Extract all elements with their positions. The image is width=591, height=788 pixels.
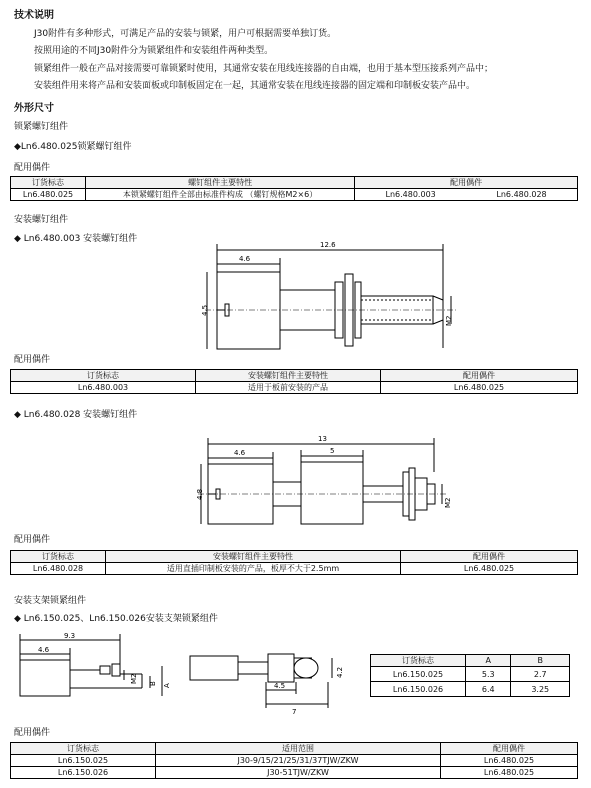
sec1-heading: 锁紧螺钉组件 (14, 122, 69, 132)
sec2-parts: 配用偶件 (14, 355, 51, 365)
sec2-drawing (195, 238, 465, 358)
sec4-table (10, 742, 578, 779)
td: J30-9/15/21/25/31/37TJW/ZKW (156, 755, 441, 767)
th: 订货标志 (11, 743, 156, 755)
sec3-parts: 配用偶件 (14, 535, 51, 545)
td: Ln6.150.026 (371, 682, 466, 697)
dim-head: 4.6 (239, 255, 251, 263)
th: 订货标志 (11, 177, 86, 189)
td: 6.4 (466, 682, 511, 697)
dim-dia: 4.5 (201, 304, 209, 316)
intro-line-1: J30附件有多种形式，可满足产品的安装与锁紧，用户可根据需要单独订货。 (34, 29, 337, 39)
dim-dia: 4.8 (196, 488, 204, 500)
sec2-item: ◆ Ln6.480.003 安装螺钉组件 (14, 234, 138, 244)
dim-thread: M2 (444, 497, 452, 508)
td: Ln6.480.025 (401, 563, 578, 575)
td: Ln6.480.025 (441, 755, 578, 767)
dim-thread: M2 (445, 315, 453, 326)
dim-mid: 5 (330, 447, 335, 455)
sec3-item: ◆ Ln6.480.028 安装螺钉组件 (14, 410, 138, 420)
sec1-parts: 配用偶件 (14, 163, 51, 173)
sec2-heading: 安装螺钉组件 (14, 215, 69, 225)
th: A (466, 655, 511, 667)
sec2-table (10, 369, 578, 394)
th: 配用偶件 (401, 551, 578, 563)
sec3-table (10, 550, 578, 575)
dim-a: A (163, 683, 171, 688)
th: 安装螺钉组件主要特性 (106, 551, 401, 563)
td: Ln6.150.026 (11, 767, 156, 779)
sec4-drawing-side (12, 630, 192, 710)
th: 适用范围 (156, 743, 441, 755)
td: 5.3 (466, 667, 511, 682)
dim-h: 4.2 (336, 666, 344, 678)
intro-line-2: 按照用途的不同J30附件分为锁紧组件和安装组件两种类型。 (34, 46, 274, 56)
sec1-table (10, 176, 578, 201)
dim-total: 9.3 (64, 632, 76, 640)
td: Ln6.150.025 (11, 755, 156, 767)
th: 配用偶件 (441, 743, 578, 755)
th: 配用偶件 (381, 370, 578, 382)
dim-total: 12.6 (320, 241, 336, 249)
td: Ln6.480.003 (355, 189, 466, 201)
td: Ln6.480.025 (11, 189, 86, 201)
sec3-drawing (198, 432, 458, 532)
td: 适用于板前安装的产品 (196, 382, 381, 394)
intro-line-4: 安装组件用来将产品和安装面板或印制板固定在一起，其通常安装在甩线连接器的固定端和印制板安装产品中。 (34, 81, 476, 91)
th: B (511, 655, 570, 667)
intro-line-3: 锁紧组件一般在产品对接需要可靠锁紧时使用，其通常安装在甩线连接器的自由端，也用于基本型压接系列产品中； (34, 64, 494, 74)
th: 订货标志 (371, 655, 466, 667)
td: 3.25 (511, 682, 570, 697)
outline-heading: 外形尺寸 (14, 103, 54, 114)
th: 螺钉组件主要特性 (86, 177, 355, 189)
td: 适用直插印制板安装的产品，板厚不大于2.5mm (106, 563, 401, 575)
td: Ln6.480.025 (441, 767, 578, 779)
sec4-item: ◆ Ln6.150.025、Ln6.150.026安装支架锁紧组件 (14, 614, 218, 624)
td: Ln6.480.003 (11, 382, 196, 394)
td: 本锁紧螺钉组件全部由标准件构成 （螺钉规格M2×6） (86, 189, 355, 201)
td: Ln6.150.025 (371, 667, 466, 682)
sec4-parts: 配用偶件 (14, 728, 51, 738)
sec4-drawing-top (188, 640, 358, 720)
td: 2.7 (511, 667, 570, 682)
doc-title: 技术说明 (14, 10, 54, 21)
td: Ln6.480.028 (466, 189, 577, 201)
dim-head: 4.6 (38, 646, 50, 654)
sec1-item: ◆Ln6.480.025锁紧螺钉组件 (14, 142, 132, 152)
th: 订货标志 (11, 370, 196, 382)
td: Ln6.480.028 (11, 563, 106, 575)
td: Ln6.480.025 (381, 382, 578, 394)
th: 安装螺钉组件主要特性 (196, 370, 381, 382)
sec4-heading: 安装支架锁紧组件 (14, 596, 87, 606)
sec4-side-table (370, 654, 570, 697)
th: 配用偶件 (355, 177, 578, 189)
dim-w1: 4.5 (274, 682, 286, 690)
dim-m: M2 (130, 673, 138, 684)
dim-total: 13 (318, 435, 327, 443)
dim-b: B (149, 681, 157, 686)
th: 订货标志 (11, 551, 106, 563)
td: J30-51TJW/ZKW (156, 767, 441, 779)
dim-head: 4.6 (234, 449, 246, 457)
dim-w2: 7 (292, 708, 297, 716)
